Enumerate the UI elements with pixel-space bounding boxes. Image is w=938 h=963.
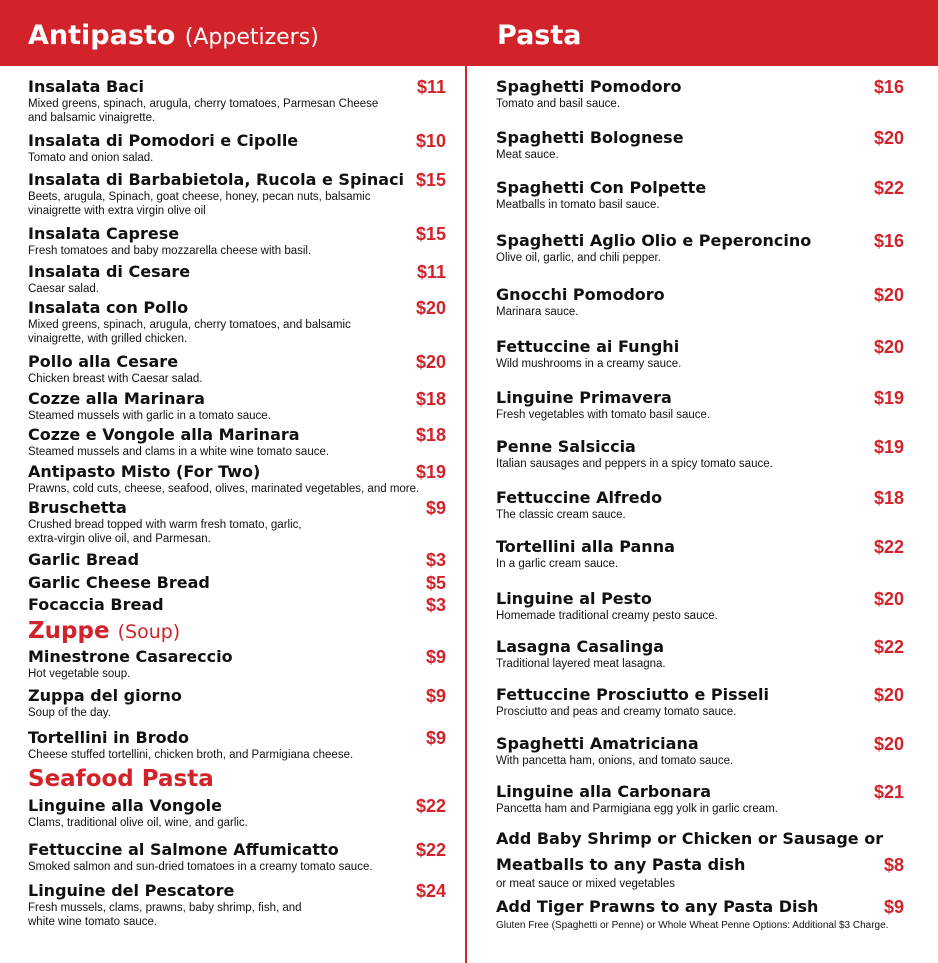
item-name: Spaghetti Bolognese	[496, 128, 684, 147]
item-description: and balsamic vinaigrette.	[28, 112, 156, 124]
item-price: $15	[415, 170, 446, 190]
item-description: Tomato and onion salad.	[28, 152, 154, 164]
item-price: $10	[415, 131, 446, 151]
item-name: Garlic Cheese Bread	[28, 573, 210, 592]
item-description: extra-virgin olive oil, and Parmesan.	[28, 533, 211, 545]
item-name: Pollo alla Cesare	[28, 352, 179, 371]
item-description: Steamed mussels with garlic in a tomato sauce.	[28, 410, 271, 422]
item-price: $22	[873, 178, 904, 198]
item-price: $20	[873, 128, 904, 148]
item-name: Insalata Baci	[28, 77, 144, 96]
item-description: vinaigrette with extra virgin olive oil	[28, 205, 206, 217]
item-name: Insalata con Pollo	[28, 298, 189, 317]
addon-description: or meat sauce or mixed vegetables	[496, 878, 675, 890]
item-name: Fettuccine ai Funghi	[496, 337, 680, 356]
item-description: Tomato and basil sauce.	[496, 98, 621, 110]
item-description: Caesar salad.	[28, 283, 99, 295]
item-name: Fettuccine Prosciutto e Pisseli	[496, 685, 769, 704]
item-price: $16	[873, 231, 904, 251]
zuppe-subtitle: (Soup)	[117, 621, 181, 643]
item-name: Cozze e Vongole alla Marinara	[28, 425, 300, 444]
item-description: Olive oil, garlic, and chili pepper.	[496, 252, 661, 264]
item-name: Penne Salsiccia	[496, 437, 636, 456]
item-name: Garlic Bread	[28, 550, 140, 569]
item-name: Bruschetta	[28, 498, 127, 517]
item-description: Prawns, cold cuts, cheese, seafood, olives, marinated vegetables, and more.	[28, 483, 420, 495]
addon-name-line1: Add Baby Shrimp or Chicken or Sausage or	[496, 829, 884, 848]
item-price: $18	[415, 389, 446, 409]
item-price: $9	[425, 686, 446, 706]
item-price: $20	[415, 298, 446, 318]
item-price: $20	[873, 685, 904, 705]
pasta-header: Pasta	[497, 20, 582, 51]
item-description: Soup of the day.	[28, 707, 111, 719]
item-price: $9	[425, 498, 446, 518]
item-price: $5	[425, 573, 446, 593]
item-name: Spaghetti Pomodoro	[496, 77, 682, 96]
item-name: Fettuccine Alfredo	[496, 488, 663, 507]
item-price: $9	[425, 728, 446, 748]
item-name: Spaghetti Amatriciana	[496, 734, 699, 753]
item-price: $22	[873, 637, 904, 657]
item-price: $11	[416, 77, 446, 97]
item-name: Linguine alla Vongole	[28, 796, 223, 815]
item-description: Clams, traditional olive oil, wine, and garlic.	[28, 817, 248, 829]
item-description: Steamed mussels and clams in a white wine tomato sauce.	[28, 446, 330, 458]
zuppe-section-title	[28, 620, 180, 643]
item-name: Zuppa del giorno	[28, 686, 182, 705]
item-price: $20	[873, 285, 904, 305]
item-description: Wild mushrooms in a creamy sauce.	[496, 358, 682, 370]
item-name: Spaghetti Aglio Olio e Peperoncino	[496, 231, 812, 250]
item-price: $22	[415, 840, 446, 860]
item-name: Cozze alla Marinara	[28, 389, 205, 408]
item-description: Italian sausages and peppers in a spicy tomato sauce.	[496, 458, 773, 470]
item-name: Insalata di Cesare	[28, 262, 191, 281]
item-description: Beets, arugula, Spinach, goat cheese, honey, pecan nuts, balsamic	[28, 191, 371, 203]
item-name: Fettuccine al Salmone Affumicatto	[28, 840, 339, 859]
item-price: $19	[873, 388, 904, 408]
item-description: Homemade traditional creamy pesto sauce.	[496, 610, 718, 622]
item-name: Insalata Caprese	[28, 224, 180, 243]
item-name: Gnocchi Pomodoro	[496, 285, 665, 304]
item-price: $21	[873, 782, 904, 802]
item-price: $18	[873, 488, 904, 508]
item-price: $3	[425, 550, 446, 570]
item-description: Crushed bread topped with warm fresh tomato, garlic,	[28, 519, 302, 531]
item-description: Meatballs in tomato basil sauce.	[496, 199, 660, 211]
item-description: Hot vegetable soup.	[28, 668, 131, 680]
addon-description: Gluten Free (Spaghetti or Penne) or Whole Wheat Penne Options: Additional $3 Charge.	[496, 920, 889, 931]
item-price: $22	[873, 537, 904, 557]
item-price: $15	[415, 224, 446, 244]
item-price: $18	[415, 425, 446, 445]
item-description: Fresh tomatoes and baby mozzarella cheese with basil.	[28, 245, 312, 257]
item-description: Mixed greens, spinach, arugula, cherry tomatoes, and balsamic	[28, 319, 351, 331]
item-name: Insalata di Barbabietola, Rucola e Spinaci	[28, 170, 405, 189]
addon-name-line2: Meatballs to any Pasta dish	[496, 855, 746, 874]
addon-price: $9	[883, 897, 904, 917]
addon-name-line1: Add Tiger Prawns to any Pasta Dish	[496, 897, 819, 916]
column-divider	[465, 66, 467, 963]
item-description: Fresh mussels, clams, prawns, baby shrimp, fish, and	[28, 902, 302, 914]
item-price: $20	[873, 337, 904, 357]
item-description: Pancetta ham and Parmigiana egg yolk in garlic cream.	[496, 803, 778, 815]
addon-price: $8	[883, 855, 904, 875]
item-description: Prosciutto and peas and creamy tomato sauce.	[496, 706, 737, 718]
item-price: $24	[415, 881, 446, 901]
item-description: In a garlic cream sauce.	[496, 558, 619, 570]
item-name: Linguine Primavera	[496, 388, 672, 407]
item-price: $20	[873, 734, 904, 754]
item-name: Focaccia Bread	[28, 595, 164, 614]
item-name: Lasagna Casalinga	[496, 637, 664, 656]
item-name: Spaghetti Con Polpette	[496, 178, 707, 197]
item-description: Fresh vegetables with tomato basil sauce.	[496, 409, 711, 421]
antipasto-title: Antipasto	[28, 20, 176, 51]
antipasto-subtitle: (Appetizers)	[184, 25, 319, 50]
antipasto-header	[28, 22, 319, 49]
item-name: Minestrone Casareccio	[28, 647, 233, 666]
item-price: $11	[416, 262, 446, 282]
item-price: $19	[873, 437, 904, 457]
item-name: Linguine al Pesto	[496, 589, 652, 608]
item-description: Meat sauce.	[496, 149, 559, 161]
item-name: Linguine del Pescatore	[28, 881, 235, 900]
item-description: The classic cream sauce.	[496, 509, 626, 521]
item-name: Tortellini alla Panna	[496, 537, 675, 556]
item-name: Insalata di Pomodori e Cipolle	[28, 131, 299, 150]
item-price: $9	[425, 647, 446, 667]
item-description: Cheese stuffed tortellini, chicken broth, and Parmigiana cheese.	[28, 749, 354, 761]
item-description: vinaigrette, with grilled chicken.	[28, 333, 188, 345]
seafood-section-title: Seafood Pasta	[28, 766, 214, 792]
item-description: Chicken breast with Caesar salad.	[28, 373, 203, 385]
item-price: $22	[415, 796, 446, 816]
item-name: Antipasto Misto (For Two)	[28, 462, 261, 481]
item-description: white wine tomato sauce.	[28, 916, 158, 928]
header-bar	[0, 0, 938, 66]
item-price: $20	[873, 589, 904, 609]
item-price: $3	[425, 595, 446, 615]
item-price: $19	[415, 462, 446, 482]
item-name: Tortellini in Brodo	[28, 728, 190, 747]
zuppe-title: Zuppe	[28, 618, 110, 644]
item-description: Traditional layered meat lasagna.	[496, 658, 666, 670]
item-price: $20	[415, 352, 446, 372]
item-name: Linguine alla Carbonara	[496, 782, 712, 801]
item-description: Smoked salmon and sun-dried tomatoes in a creamy tomato sauce.	[28, 861, 373, 873]
item-price: $16	[873, 77, 904, 97]
item-description: Mixed greens, spinach, arugula, cherry tomatoes, Parmesan Cheese	[28, 98, 379, 110]
item-description: With pancetta ham, onions, and tomato sauce.	[496, 755, 734, 767]
item-description: Marinara sauce.	[496, 306, 579, 318]
